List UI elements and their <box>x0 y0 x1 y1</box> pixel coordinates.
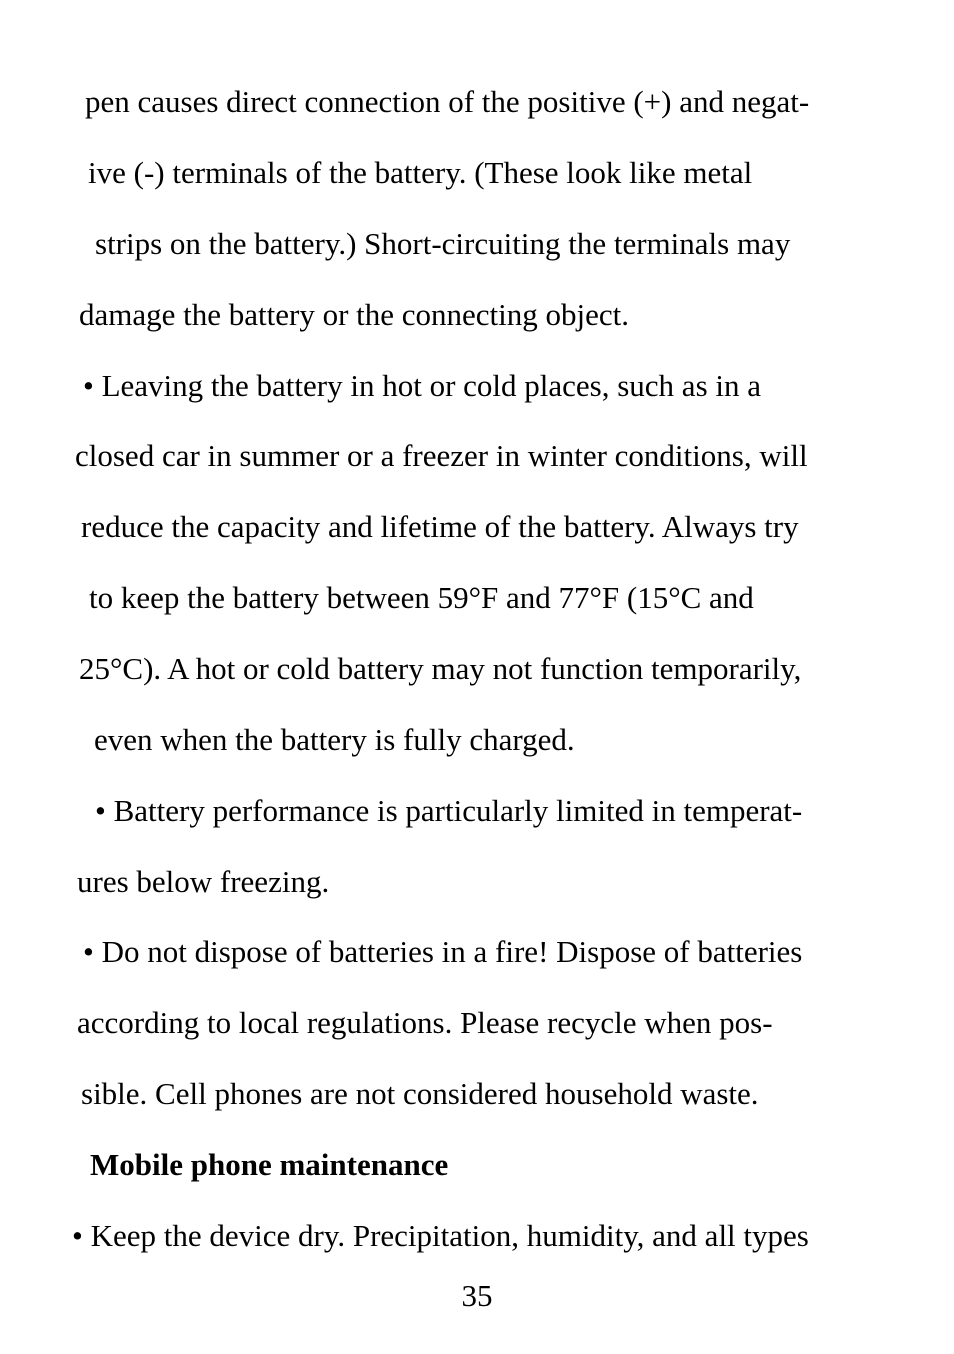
text-line: ive (-) terminals of the battery. (These look like metal <box>88 155 753 190</box>
section-heading: Mobile phone maintenance <box>90 1147 449 1182</box>
text-line: ures below freezing. <box>77 864 330 899</box>
bullet-item-line: • Keep the device dry. Precipitation, humidity, and all types <box>72 1218 809 1253</box>
text-line: pen causes direct connection of the positive (+) and negat- <box>85 84 810 119</box>
text-line: even when the battery is fully charged. <box>94 722 575 757</box>
text-line: to keep the battery between 59°F and 77°F (15°C and <box>89 580 754 615</box>
bullet-item-line: • Battery performance is particularly limited in temperat- <box>95 793 803 828</box>
text-line: reduce the capacity and lifetime of the battery. Always try <box>81 509 799 544</box>
text-line: according to local regulations. Please recycle when pos- <box>77 1005 773 1040</box>
bullet-item-line: • Do not dispose of batteries in a fire! Dispose of batteries <box>83 934 803 969</box>
text-line: sible. Cell phones are not considered household waste. <box>81 1076 759 1111</box>
bullet-item-line: • Leaving the battery in hot or cold places, such as in a <box>83 368 762 403</box>
text-line: damage the battery or the connecting object. <box>79 297 630 332</box>
text-line: 25°C). A hot or cold battery may not function temporarily, <box>79 651 802 686</box>
page-number: 35 <box>461 1278 493 1313</box>
text-line: strips on the battery.) Short-circuiting the terminals may <box>95 226 791 261</box>
text-line: closed car in summer or a freezer in winter conditions, will <box>75 438 808 473</box>
